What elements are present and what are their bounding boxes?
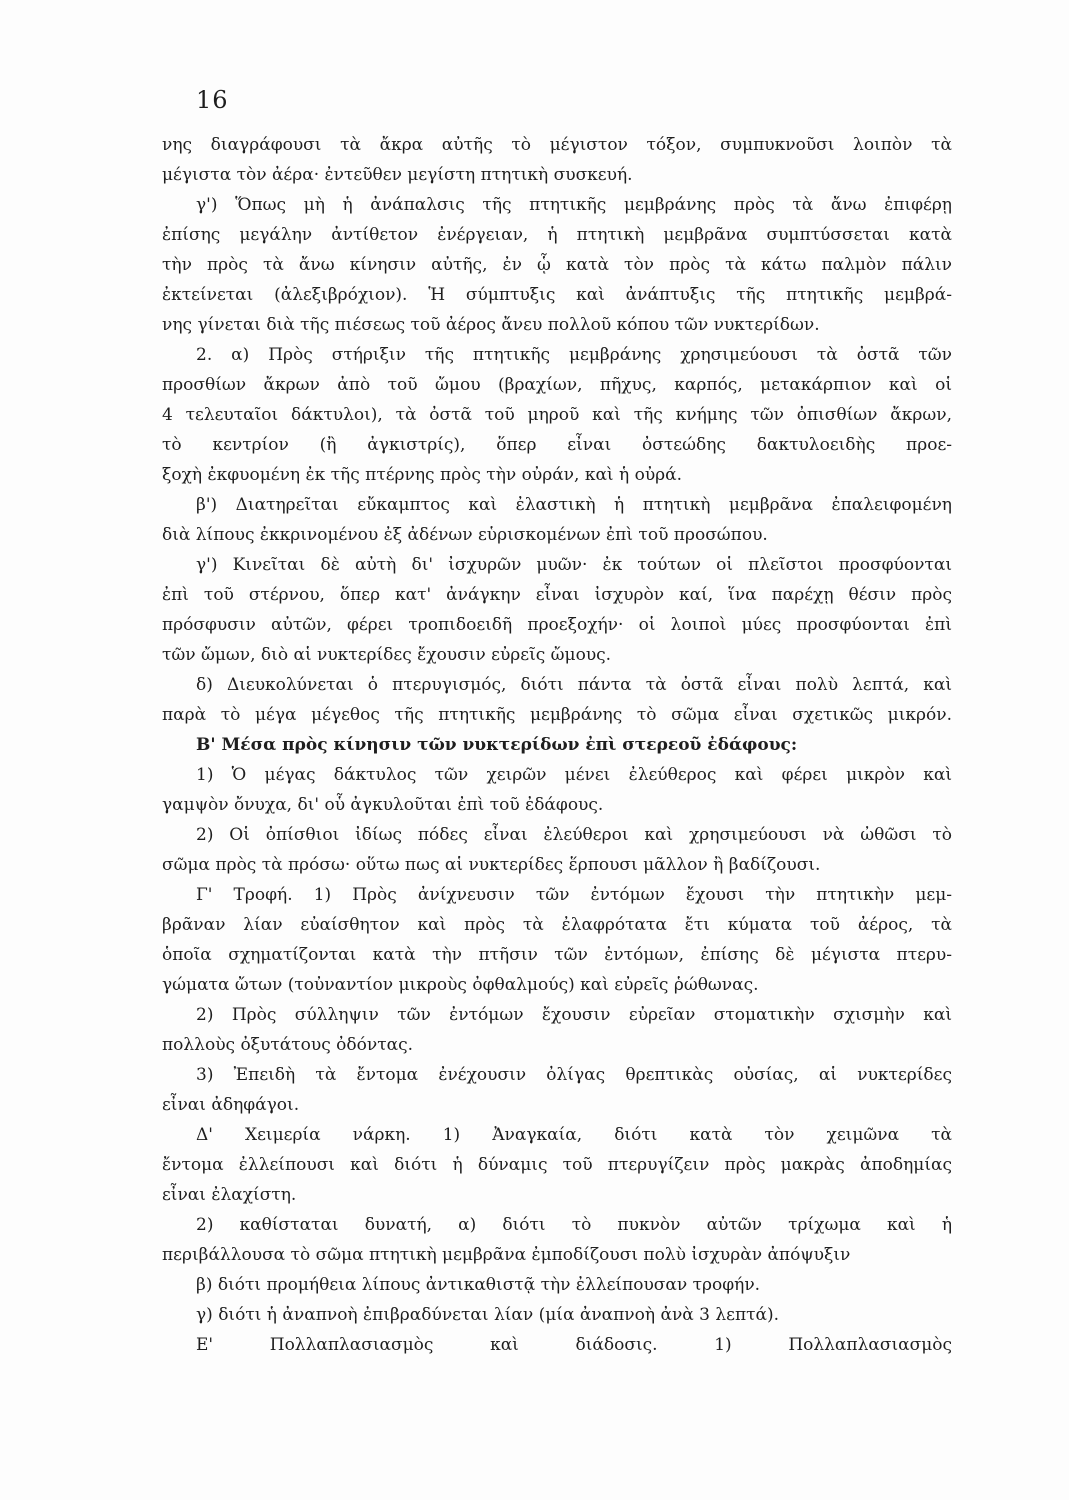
text-line: νης γίνεται διὰ τῆς πιέσεως τοῦ ἀέρος ἄνευ πολλοῦ κόπου τῶν νυκτερίδων.	[162, 315, 820, 335]
text-line: εἶναι ἀδηφάγοι.	[162, 1095, 300, 1115]
text-line: γώματα ὤτων (τοὐναντίον μικροὺς ὀφθαλμούς) καὶ εὐρεῖς ῥώθωνας.	[162, 975, 759, 995]
page-body	[162, 130, 952, 1360]
text-line: μέγιστα τὸν ἀέρα· ἐντεῦθεν μεγίστη πτητικὴ συσκευή.	[162, 165, 633, 185]
text-line: ὁποῖα σχηματίζονται κατὰ τὴν πτῆσιν τῶν ἐντόμων, ἐπίσης δὲ μέγιστα πτερυ-	[162, 945, 952, 965]
section-heading: Ε' Πολλαπλασιασμὸς καὶ διάδοσις. 1) Πολλαπλασιασμὸς	[196, 1335, 952, 1355]
text-line: 2) Πρὸς σύλληψιν τῶν ἐντόμων ἔχουσιν εὐρεῖαν στοματικὴν σχισμὴν καὶ	[196, 1005, 952, 1025]
text-line: 3) Ἐπειδὴ τὰ ἔντομα ἐνέχουσιν ὀλίγας θρεπτικὰς οὐσίας, αἱ νυκτερίδες	[196, 1065, 952, 1085]
text-line: γ') Κινεῖται δὲ αὐτὴ δι' ἰσχυρῶν μυῶν· ἐκ τούτων οἱ πλεῖστοι προσφύονται	[196, 555, 952, 575]
text-line: ἔντομα ἐλλείπουσι καὶ διότι ἡ δύναμις τοῦ πτερυγίζειν πρὸς μακρὰς ἀποδημίας	[162, 1155, 952, 1175]
text-line: περιβάλλουσα τὸ σῶμα πτητικὴ μεμβρᾶνα ἐμποδίζουσι πολὺ ἰσχυρὰν ἀπόψυξιν	[162, 1245, 851, 1265]
text-line: 2. α) Πρὸς στήριξιν τῆς πτητικῆς μεμβράνης χρησιμεύουσι τὰ ὀστᾶ τῶν	[196, 345, 952, 365]
text-line: 1) Ὁ μέγας δάκτυλος τῶν χειρῶν μένει ἐλεύθερος καὶ φέρει μικρὸν καὶ	[196, 765, 952, 785]
text-line: τὴν πρὸς τὰ ἄνω κίνησιν αὐτῆς, ἐν ᾧ κατὰ τὸν πρὸς τὰ κάτω παλμὸν πάλιν	[162, 255, 952, 275]
text-line: διὰ λίπους ἐκκρινομένου ἐξ ἀδένων εὑρισκομένων ἐπὶ τοῦ προσώπου.	[162, 525, 768, 545]
text-line: β) διότι προμήθεια λίπους ἀντικαθιστᾷ τὴν ἐλλείπουσαν τροφήν.	[196, 1275, 761, 1295]
text-line: 2) καθίσταται δυνατή, α) διότι τὸ πυκνὸν αὐτῶν τρίχωμα καὶ ἡ	[196, 1215, 952, 1235]
text-line: βρᾶναν λίαν εὐαίσθητον καὶ πρὸς τὰ ἐλαφρότατα ἔτι κύματα τοῦ ἀέρος, τὰ	[162, 915, 952, 935]
text-line: δ) Διευκολύνεται ὁ πτερυγισμός, διότι πάντα τὰ ὀστᾶ εἶναι πολὺ λεπτά, καὶ	[196, 675, 952, 695]
text-line: εἶναι ἐλαχίστη.	[162, 1185, 297, 1205]
text-line: ἐπὶ τοῦ στέρνου, ὅπερ κατ' ἀνάγκην εἶναι ἰσχυρὸν καί, ἵνα παρέχῃ θέσιν πρὸς	[162, 585, 952, 605]
text-line: γ') Ὅπως μὴ ἡ ἀνάπαλσις τῆς πτητικῆς μεμβράνης πρὸς τὰ ἄνω ἐπιφέρῃ	[196, 195, 952, 215]
text-line: τὸ κεντρίον (ἢ ἀγκιστρίς), ὅπερ εἶναι ὀστεώδης δακτυλοειδὴς προε-	[162, 435, 952, 455]
text-line: β') Διατηρεῖται εὔκαμπτος καὶ ἐλαστικὴ ἡ πτητικὴ μεμβρᾶνα ἐπαλειφομένη	[196, 495, 952, 515]
text-line: ἐπίσης μεγάλην ἀντίθετον ἐνέργειαν, ἡ πτητικὴ μεμβρᾶνα συμπτύσσεται κατὰ	[162, 225, 952, 245]
text-line: σῶμα πρὸς τὰ πρόσω· οὕτω πως αἱ νυκτερίδες ἕρπουσι μᾶλλον ἢ βαδίζουσι.	[162, 855, 821, 875]
text-line: 4 τελευταῖοι δάκτυλοι), τὰ ὀστᾶ τοῦ μηροῦ καὶ τῆς κνήμης τῶν ὀπισθίων ἄκρων,	[162, 405, 952, 425]
text-line: ξοχὴ ἐκφυομένη ἐκ τῆς πτέρνης πρὸς τὴν οὐράν, καὶ ἡ οὐρά.	[162, 465, 683, 485]
page-number: 16	[196, 86, 229, 114]
section-heading: Δ' Χειμερία νάρκη. 1) Ἀναγκαία, διότι κατὰ τὸν χειμῶνα τὰ	[196, 1125, 952, 1145]
section-heading: Γ' Τροφή. 1) Πρὸς ἀνίχνευσιν τῶν ἐντόμων ἔχουσι τὴν πτητικὴν μεμ-	[196, 885, 952, 905]
text-line: παρὰ τὸ μέγα μέγεθος τῆς πτητικῆς μεμβράνης τὸ σῶμα εἶναι σχετικῶς μικρόν.	[162, 705, 952, 725]
text-line: πρόσφυσιν αὐτῶν, φέρει τροπιδοειδῆ προεξοχήν· οἱ λοιποὶ μύες προσφύονται ἐπὶ	[162, 615, 952, 635]
text-line: γ) διότι ἡ ἀναπνοὴ ἐπιβραδύνεται λίαν (μία ἀναπνοὴ ἀνὰ 3 λεπτά).	[196, 1305, 780, 1325]
section-heading: Β' Μέσα πρὸς κίνησιν τῶν νυκτερίδων ἐπὶ στερεοῦ ἐδάφους:	[196, 735, 798, 755]
text-line: ἐκτείνεται (ἀλεξιβρόχιον). Ἡ σύμπτυξις καὶ ἀνάπτυξις τῆς πτητικῆς μεμβρά-	[162, 285, 952, 305]
text-line: νης διαγράφουσι τὰ ἄκρα αὐτῆς τὸ μέγιστον τόξον, συμπυκνοῦσι λοιπὸν τὰ	[162, 135, 952, 155]
text-line: τῶν ὤμων, διὸ αἱ νυκτερίδες ἔχουσιν εὐρεῖς ὤμους.	[162, 645, 612, 665]
text-line: 2) Οἱ ὀπίσθιοι ἰδίως πόδες εἶναι ἐλεύθεροι καὶ χρησιμεύουσι νὰ ὠθῶσι τὸ	[196, 825, 952, 845]
text-line: γαμψὸν ὄνυχα, δι' οὗ ἀγκυλοῦται ἐπὶ τοῦ ἐδάφους.	[162, 795, 604, 815]
text-line: πολλοὺς ὀξυτάτους ὀδόντας.	[162, 1035, 414, 1055]
text-line: προσθίων ἄκρων ἀπὸ τοῦ ὤμου (βραχίων, πῆχυς, καρπός, μετακάρπιον καὶ οἱ	[162, 375, 952, 395]
